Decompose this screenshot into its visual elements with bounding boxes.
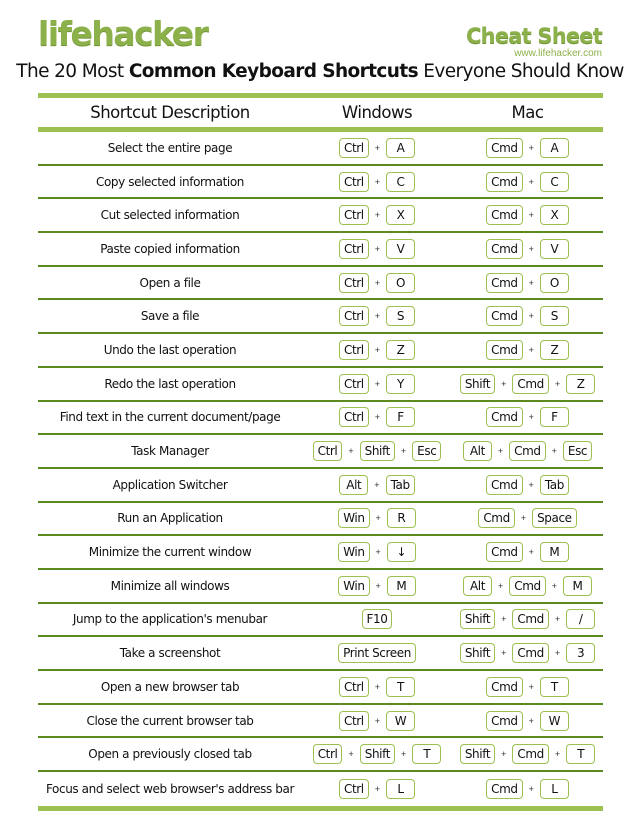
key-cap: Cmd [486, 306, 523, 326]
key-cap: Space [532, 508, 577, 528]
plus-separator: + [374, 479, 380, 490]
plus-separator: + [501, 749, 507, 760]
key-cap: Cmd [486, 677, 523, 697]
table-row [38, 705, 603, 739]
key-cap: Cmd [509, 576, 546, 596]
shortcuts-table [38, 93, 603, 811]
key-cap: Cmd [486, 172, 523, 192]
key-cap: Ctrl [339, 239, 369, 259]
plus-separator: + [528, 715, 534, 726]
table-header [38, 98, 603, 127]
table-row [38, 503, 603, 537]
key-cap: Z [540, 340, 569, 360]
plus-separator: + [528, 176, 534, 187]
table-row [38, 738, 603, 772]
key-cap: Alt [463, 441, 492, 461]
windows-shortcut [302, 273, 452, 293]
mac-shortcut [452, 609, 603, 629]
windows-shortcut [302, 643, 452, 663]
key-cap: Cmd [512, 374, 549, 394]
table-row [38, 334, 603, 368]
key-cap: M [540, 542, 569, 562]
key-cap: Cmd [486, 475, 523, 495]
key-cap: Ctrl [313, 441, 343, 461]
plus-separator: + [554, 614, 561, 625]
key-cap: Alt [463, 576, 492, 596]
windows-shortcut [302, 609, 452, 629]
plus-separator: + [374, 715, 381, 726]
key-cap: Ctrl [339, 273, 369, 293]
key-cap: M [563, 576, 592, 596]
key-cap: Cmd [512, 643, 549, 663]
plus-separator: + [374, 210, 381, 221]
shortcut-description: Close the current browser tab [86, 713, 254, 728]
mac-shortcut [452, 576, 603, 596]
key-cap: Cmd [486, 340, 523, 360]
plus-separator: + [528, 479, 534, 490]
shortcut-description: Minimize all windows [110, 578, 230, 593]
table-row [38, 402, 603, 436]
key-cap: Z [566, 374, 595, 394]
key-cap: L [540, 779, 569, 799]
mac-shortcut [452, 779, 603, 799]
table-row [38, 435, 603, 469]
key-cap: C [540, 172, 569, 192]
key-cap: Cmd [509, 441, 546, 461]
shortcut-description: Minimize the current window [88, 545, 252, 560]
key-cap: Ctrl [339, 779, 369, 799]
plus-separator: + [528, 547, 534, 558]
key-cap: S [386, 306, 415, 326]
mac-shortcut [452, 306, 603, 326]
windows-shortcut [302, 508, 452, 528]
key-cap: C [386, 172, 415, 192]
page-title [0, 60, 640, 84]
key-cap: T [566, 744, 595, 764]
key-cap: Cmd [486, 138, 523, 158]
plus-separator: + [501, 378, 507, 389]
plus-separator: + [520, 513, 527, 524]
column-header-mac: Mac [511, 103, 544, 122]
key-cap: T [540, 677, 569, 697]
shortcut-description: Paste copied information [100, 241, 240, 256]
title-part-3: Everyone Should Know [418, 61, 624, 82]
windows-shortcut [302, 441, 452, 461]
key-cap: Shift [460, 374, 495, 394]
plus-separator: + [497, 446, 504, 457]
plus-separator: + [528, 311, 534, 322]
mac-shortcut [452, 273, 603, 293]
table-row [38, 604, 603, 638]
table-row [38, 267, 603, 301]
key-cap: W [386, 711, 415, 731]
key-cap: F10 [362, 609, 393, 629]
key-cap: F [386, 407, 415, 427]
plus-separator: + [374, 277, 381, 288]
plus-separator: + [374, 311, 381, 322]
key-cap: Esc [563, 441, 592, 461]
shortcut-description: Application Switcher [112, 477, 228, 492]
key-cap: Ctrl [339, 340, 369, 360]
windows-shortcut [302, 407, 452, 427]
key-cap: L [386, 779, 415, 799]
key-cap: Cmd [486, 407, 523, 427]
windows-shortcut [302, 306, 452, 326]
windows-shortcut [302, 576, 452, 596]
plus-separator: + [374, 412, 381, 423]
mac-shortcut [452, 239, 603, 259]
plus-separator: + [400, 446, 407, 457]
key-cap: Win [338, 576, 369, 596]
windows-shortcut [302, 677, 452, 697]
plus-separator: + [501, 614, 507, 625]
plus-separator: + [374, 681, 381, 692]
plus-separator: + [554, 648, 561, 659]
plus-separator: + [401, 749, 407, 760]
mac-shortcut [452, 677, 603, 697]
key-cap: Cmd [486, 711, 523, 731]
key-cap: Ctrl [339, 407, 369, 427]
plus-separator: + [374, 176, 381, 187]
key-cap: O [386, 273, 415, 293]
key-cap: Cmd [486, 542, 523, 562]
site-url: www.lifehacker.com [514, 48, 602, 59]
mac-shortcut [452, 475, 603, 495]
key-cap: Ctrl [339, 172, 369, 192]
table-row [38, 132, 603, 166]
key-cap: Tab [386, 475, 415, 495]
key-cap: A [386, 138, 415, 158]
plus-separator: + [374, 142, 381, 153]
plus-separator: + [374, 783, 381, 794]
title-part-2-bold: Common Keyboard Shortcuts [128, 61, 418, 82]
plus-separator: + [554, 749, 561, 760]
key-cap: O [540, 273, 569, 293]
key-cap: 3 [566, 643, 595, 663]
plus-separator: + [528, 277, 534, 288]
plus-separator: + [528, 412, 534, 423]
key-cap: Cmd [486, 205, 523, 225]
shortcut-description: Focus and select web browser's address bar [45, 781, 294, 796]
key-cap: Y [386, 374, 415, 394]
key-cap: R [387, 508, 416, 528]
key-cap: Shift [460, 609, 495, 629]
key-cap: Esc [412, 441, 441, 461]
shortcut-description: Cut selected information [100, 208, 240, 223]
windows-shortcut [302, 475, 452, 495]
key-cap: Alt [339, 475, 368, 495]
plus-separator: + [348, 446, 354, 457]
plus-separator: + [528, 142, 534, 153]
table-row [38, 233, 603, 267]
key-cap: Ctrl [313, 744, 343, 764]
windows-shortcut [302, 374, 452, 394]
plus-separator: + [375, 547, 381, 558]
column-header-windows: Windows [341, 103, 413, 122]
shortcut-description: Jump to the application's menubar [72, 612, 268, 627]
plus-separator: + [528, 681, 534, 692]
shortcut-description: Redo the last operation [104, 376, 236, 391]
mac-shortcut [452, 744, 603, 764]
key-cap: Cmd [512, 744, 549, 764]
plus-separator: + [528, 344, 534, 355]
key-cap: S [540, 306, 569, 326]
mac-shortcut [452, 441, 603, 461]
key-cap: Win [338, 508, 369, 528]
table-row [38, 166, 603, 200]
plus-separator: + [528, 210, 534, 221]
table-row [38, 772, 603, 806]
plus-separator: + [528, 783, 534, 794]
plus-separator: + [374, 243, 381, 254]
table-row [38, 671, 603, 705]
mac-shortcut [452, 374, 603, 394]
key-cap: F [540, 407, 569, 427]
table-row [38, 637, 603, 671]
shortcut-description: Find text in the current document/page [59, 410, 281, 425]
shortcut-description: Task Manager [131, 444, 209, 459]
mac-shortcut [452, 407, 603, 427]
key-cap: T [412, 744, 441, 764]
lifehacker-logo: lifehacker [38, 14, 208, 53]
windows-shortcut [302, 744, 452, 764]
plus-separator: + [501, 648, 507, 659]
plus-separator: + [528, 243, 534, 254]
key-cap: Print Screen [338, 643, 416, 663]
plus-separator: + [497, 580, 504, 591]
windows-shortcut [302, 542, 452, 562]
key-cap: Cmd [478, 508, 515, 528]
shortcut-description: Run an Application [117, 511, 223, 526]
title-part-1: The 20 Most [16, 61, 129, 82]
plus-separator: + [554, 378, 561, 389]
plus-separator: + [374, 378, 381, 389]
key-cap: V [386, 239, 415, 259]
table-bottom-rule [38, 806, 603, 811]
key-cap: Cmd [486, 239, 523, 259]
key-cap: Cmd [512, 609, 549, 629]
mac-shortcut [452, 643, 603, 663]
key-cap: Ctrl [339, 711, 369, 731]
key-cap: W [540, 711, 569, 731]
key-cap: Tab [540, 475, 569, 495]
key-cap: Ctrl [339, 205, 369, 225]
shortcut-description: Copy selected information [96, 174, 244, 189]
windows-shortcut [302, 340, 452, 360]
plus-separator: + [374, 344, 381, 355]
key-cap: Win [338, 542, 369, 562]
windows-shortcut [302, 172, 452, 192]
shortcut-description: Undo the last operation [103, 342, 237, 357]
key-cap: X [540, 205, 569, 225]
key-cap: Ctrl [339, 374, 369, 394]
plus-separator: + [375, 580, 381, 591]
table-body [38, 132, 603, 806]
key-cap: Shift [460, 643, 495, 663]
table-row [38, 300, 603, 334]
key-cap: A [540, 138, 569, 158]
key-cap: Cmd [486, 779, 523, 799]
table-row [38, 570, 603, 604]
key-cap: Cmd [486, 273, 523, 293]
mac-shortcut [452, 340, 603, 360]
table-row [38, 368, 603, 402]
shortcut-description: Save a file [140, 309, 200, 324]
cheat-sheet-badge: Cheat Sheet [466, 24, 602, 48]
mac-shortcut [452, 138, 603, 158]
table-row [38, 199, 603, 233]
key-cap: M [387, 576, 416, 596]
shortcut-description: Open a new browser tab [100, 679, 240, 694]
key-cap: Z [386, 340, 415, 360]
table-row [38, 469, 603, 503]
plus-separator: + [348, 749, 354, 760]
key-cap: Ctrl [339, 677, 369, 697]
key-cap: Shift [360, 441, 395, 461]
shortcut-description: Select the entire page [107, 140, 233, 155]
key-cap: ↓ [387, 542, 416, 562]
key-cap: V [540, 239, 569, 259]
windows-shortcut [302, 239, 452, 259]
shortcut-description: Open a previously closed tab [88, 747, 252, 762]
key-cap: X [386, 205, 415, 225]
shortcut-description: Take a screenshot [119, 646, 221, 661]
table-row [38, 536, 603, 570]
shortcut-description: Open a file [139, 275, 201, 290]
windows-shortcut [302, 711, 452, 731]
key-cap: Shift [360, 744, 395, 764]
mac-shortcut [452, 172, 603, 192]
key-cap: Shift [460, 744, 495, 764]
windows-shortcut [302, 138, 452, 158]
column-header-description: Shortcut Description [90, 103, 250, 122]
windows-shortcut [302, 779, 452, 799]
key-cap: T [386, 677, 415, 697]
windows-shortcut [302, 205, 452, 225]
plus-separator: + [551, 446, 557, 457]
key-cap: Ctrl [339, 306, 369, 326]
plus-separator: + [551, 580, 558, 591]
plus-separator: + [375, 513, 381, 524]
mac-shortcut [452, 711, 603, 731]
mac-shortcut [452, 205, 603, 225]
key-cap: / [566, 609, 595, 629]
mac-shortcut [452, 508, 603, 528]
mac-shortcut [452, 542, 603, 562]
key-cap: Ctrl [339, 138, 369, 158]
